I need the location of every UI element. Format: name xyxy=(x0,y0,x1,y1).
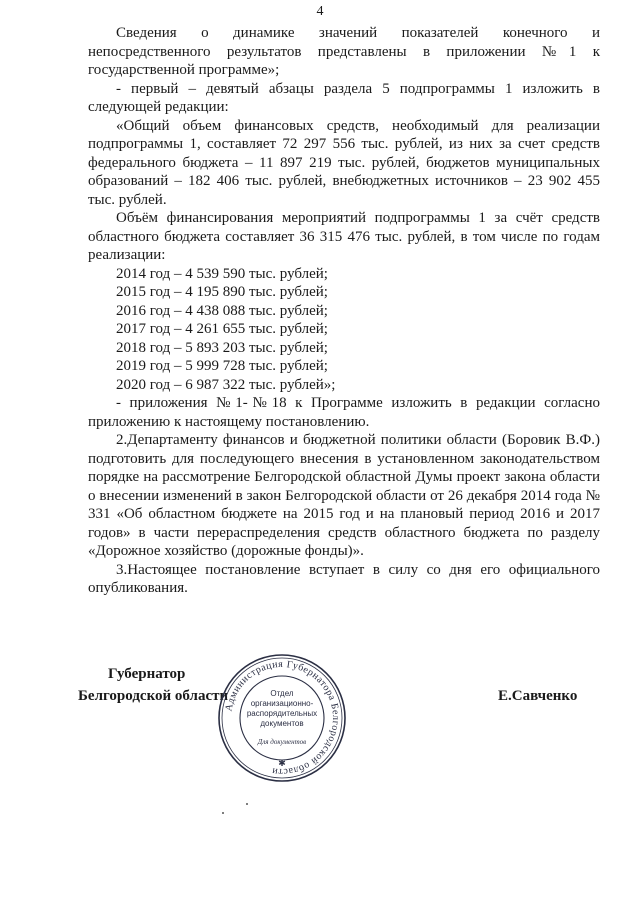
scan-speck xyxy=(222,812,224,814)
signatory-title: Губернатор xyxy=(108,666,186,682)
svg-text:организационно-: организационно- xyxy=(250,699,314,708)
list-item: 2019 год – 5 999 728 тыс. рублей; xyxy=(116,358,328,374)
official-stamp-image xyxy=(216,652,348,784)
svg-text:распорядительных: распорядительных xyxy=(246,709,318,718)
page-number: 4 xyxy=(316,4,324,19)
paragraph-indicators: Сведения о динамике значений показателей конечного и непосредственного результатов представлены в приложении №1 к государственной программе»; xyxy=(88,25,600,78)
list-item: 2015 год – 4 195 890 тыс. рублей; xyxy=(116,284,328,300)
list-item: 2014 год – 4 539 590 тыс. рублей; xyxy=(116,265,328,282)
scan-speck xyxy=(246,803,248,805)
svg-text:Для документов: Для документов xyxy=(257,738,307,746)
list-item: 2018 год – 5 893 203 тыс. рублей; xyxy=(116,339,328,356)
paragraph-amend-section5: - первый – девятый абзацы раздела 5 подпрограммы 1 изложить в следующей редакции: xyxy=(88,80,600,115)
paragraph-regional-funding: Объём финансирования мероприятий подпрограммы 1 за счёт средств областного бюджета составляет 36 315 476 тыс. рублей, в том числе по годам реализации: xyxy=(88,210,600,263)
svg-text:Отдел: Отдел xyxy=(270,689,294,698)
signature-block xyxy=(0,652,640,782)
svg-text:документов: документов xyxy=(260,719,304,728)
list-item: 2020 год – 6 987 322 тыс. рублей»; xyxy=(116,376,336,393)
paragraph-effective-date: 3.Настоящее постановление вступает в силу со дня его официального опубликования. xyxy=(88,561,600,596)
list-item: 2016 год – 4 438 088 тыс. рублей; xyxy=(116,302,328,319)
svg-text:✱: ✱ xyxy=(278,758,286,768)
list-item: 2017 год – 4 261 655 тыс. рублей; xyxy=(116,321,328,337)
svg-text:Администрация Губернатора Белг: Администрация Губернатора Белгородской области xyxy=(223,658,342,778)
paragraph-total-funding: «Общий объем финансовых средств, необходимый для реализации подпрограммы 1, составляет 72 297 556 тыс. рублей, из них за счет средств федерального бюджета – 11 897 219 тыс. рублей, бюджетов муниципальных образований – 182 406 тыс. рублей, внебюджетных источников – 23 902 455 тыс. рублей. xyxy=(88,117,600,208)
paragraph-appendices: - приложения №1-№18 к Программе изложить в редакции согласно приложению к настоящему постановлению. xyxy=(88,395,600,430)
signatory-region: Белгородской области xyxy=(78,688,229,704)
paragraph-finance-department: 2.Департаменту финансов и бюджетной политики области (Боровик В.Ф.) подготовить для последующего внесения в установленном законодательством порядке на рассмотрение Белгородской областной Думы проект закона области о внесении изменений в закон Белгородской области от 26 декабря 2014 года № 331 «Об областном бюджете на 2015 год и на плановый период 2016 и 2017 годов» в части перераспределения средств областного бюджета по разделу «Дорожное хозяйство (дорожные фонды)». xyxy=(88,432,600,559)
funding-by-year-list xyxy=(88,265,600,395)
document-body xyxy=(88,24,600,598)
signatory-name: Е.Савченко xyxy=(498,688,578,704)
